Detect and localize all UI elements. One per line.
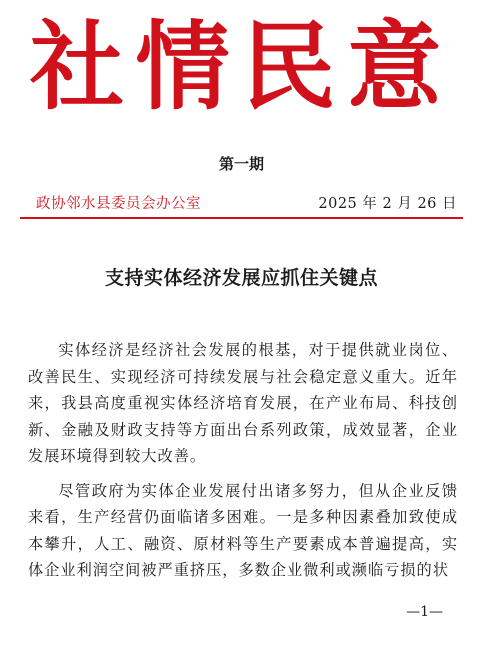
article-title: 支持实体经济发展应抓住关键点 [104, 267, 378, 289]
paragraph: 尽管政府为实体企业发展付出诸多努力，但从企业反馈来看，生产经营仍面临诸多困难。一是多种因素叠加致使成本攀升，人工、融资、原材料等生产要素成本普遍提高，实体企业利润空间被严重挤压，多数企业微利或濒临亏损的状 [28, 481, 458, 579]
publisher: 政协邻水县委员会办公室 [36, 196, 201, 212]
paragraph: 实体经济是经济社会发展的根基，对于提供就业岗位、改善民生、实现经济可持续发展与社会稳定意义重大。近年来，我县高度重视实体经济培育发展，在产业布局、科技创新、金融及财政支持等方面出台系列政策，成效显著，企业发展环境得到较大改善。 [28, 341, 458, 465]
header-divider [20, 217, 463, 219]
publish-date: 2025 年 2 月 26 日 [318, 196, 457, 212]
article-body [28, 337, 458, 592]
page-number: —1— [406, 604, 443, 620]
masthead-title: 社情民意 [29, 10, 454, 123]
issue-number: 第一期 [218, 155, 264, 173]
